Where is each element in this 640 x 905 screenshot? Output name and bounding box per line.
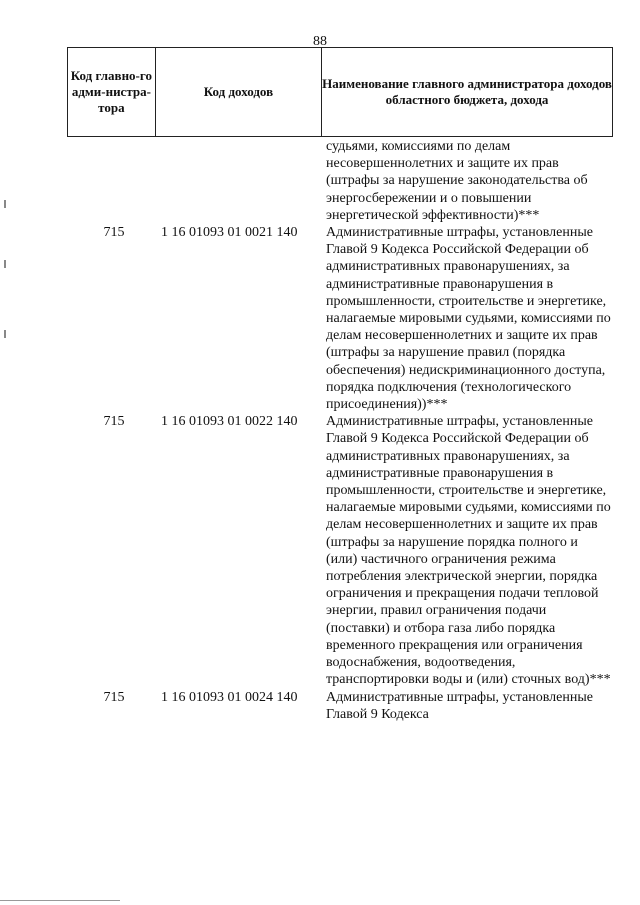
income-code-cell: 1 16 01093 01 0021 140 [161,225,298,241]
table-row [67,689,613,723]
scan-bottom-line [0,900,120,901]
income-code-cell [161,138,323,224]
table-row [67,138,613,224]
page-number: 88 [313,34,327,49]
income-code-cell: 1 16 01093 01 0022 140 [161,414,298,430]
admin-code-cell: 715 [103,414,125,430]
scan-margin-marks [4,200,7,400]
admin-code-cell: 715 [103,689,125,705]
name-cell: судьями, комиссиями по делам несовершеннолетних и защите их прав (штрафы за нарушение законодательства об энергосбережении и о повышении энергетической эффективности)*** [326,139,588,223]
name-cell: Административные штрафы, установленные Главой 9 Кодекса Российской Федерации об административных правонарушениях, за административные правонарушения в промышленности, строительстве и энергетике, налагаемые мировыми судьями, комиссиями по делам несовершеннолетних и защите их прав (штрафы за нарушение порядка полного и (или) частичного ограничения режима потребления электрической энергии, порядка ограничения и прекращения подачи тепловой энергии, правил ограничения подачи (поставки) и отбора газа либо порядка временного прекращения или ограничения водоснабжения, водоотведения, транспортировки воды и (или) сточных вод)*** [326,414,611,688]
admin-code-cell: 715 [103,225,125,241]
header-income-code: Код доходов [155,48,321,137]
admin-code-cell [67,138,161,224]
income-code-cell: 1 16 01093 01 0024 140 [161,689,298,705]
header-name: Наименование главного администратора доходов областного бюджета, дохода [322,48,613,137]
table-body [67,138,613,723]
table-header [67,47,613,137]
name-cell: Административные штрафы, установленные Главой 9 Кодекса [326,689,593,722]
header-admin-code: Код главно-го адми-нистра-тора [68,48,156,137]
table-row [67,224,613,413]
name-cell: Административные штрафы, установленные Главой 9 Кодекса Российской Федерации об административных правонарушениях, за административные правонарушения в промышленности, строительстве и энергетике, налагаемые мировыми судьями, комиссиями по делам несовершеннолетних и защите их прав (штрафы за нарушение правил (порядка обеспечения) недискриминационного доступа, порядка подключения (технологического присоединения))*** [326,225,611,413]
table-row [67,413,613,688]
